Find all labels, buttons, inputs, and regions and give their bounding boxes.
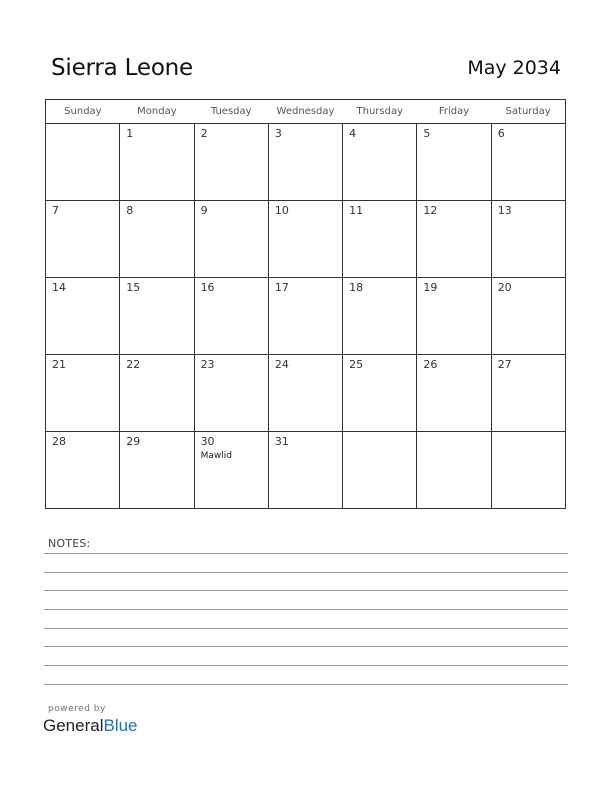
note-line (44, 590, 568, 591)
calendar-day-cell[interactable] (194, 201, 268, 278)
weekday-tuesday: Tuesday (194, 100, 268, 124)
calendar-body (46, 124, 566, 509)
calendar-week-row (46, 201, 566, 278)
month-year-label: May 2034 (467, 57, 561, 79)
calendar-day-cell[interactable] (46, 201, 120, 278)
day-number: 17 (274, 281, 289, 294)
calendar-day-cell[interactable] (343, 124, 417, 201)
calendar-week-row (46, 278, 566, 355)
calendar-day-cell[interactable] (343, 355, 417, 432)
calendar-week-row (46, 432, 566, 509)
weekday-monday: Monday (120, 100, 194, 124)
day-number: 22 (126, 358, 141, 371)
day-number: 4 (349, 127, 357, 140)
calendar-day-cell[interactable] (268, 278, 342, 355)
day-number: 28 (52, 435, 66, 448)
weekday-wednesday: Wednesday (268, 100, 342, 124)
note-line (44, 572, 568, 573)
calendar-day-cell[interactable] (120, 124, 194, 201)
weekday-friday: Friday (417, 100, 491, 124)
calendar-day-cell[interactable] (417, 432, 491, 509)
calendar-day-cell[interactable] (194, 124, 268, 201)
calendar-day-cell[interactable] (120, 355, 194, 432)
day-number: 29 (126, 435, 141, 448)
notes-label: NOTES: (48, 537, 91, 550)
powered-by-text: powered by (48, 704, 106, 714)
day-number: 23 (200, 358, 215, 371)
weekday-sunday: Sunday (46, 100, 120, 124)
note-line (44, 628, 568, 629)
weekday-saturday: Saturday (491, 100, 565, 124)
calendar-day-cell[interactable] (491, 201, 565, 278)
calendar-day-cell[interactable] (120, 201, 194, 278)
day-number: 7 (52, 204, 59, 217)
calendar-day-cell[interactable] (46, 124, 120, 201)
note-line (44, 684, 568, 685)
calendar-day-cell[interactable] (417, 278, 491, 355)
day-number: 27 (497, 358, 512, 371)
calendar-day-cell[interactable] (46, 355, 120, 432)
calendar-day-cell[interactable] (343, 278, 417, 355)
weekday-thursday: Thursday (343, 100, 417, 124)
calendar-day-cell[interactable] (46, 432, 120, 509)
note-line (44, 609, 568, 610)
day-number: 24 (274, 358, 289, 371)
day-number: 26 (423, 358, 438, 371)
calendar-day-cell[interactable] (417, 201, 491, 278)
calendar-day-cell[interactable] (343, 201, 417, 278)
calendar-day-cell[interactable] (120, 432, 194, 509)
day-number: 31 (274, 435, 289, 448)
calendar-day-cell[interactable] (491, 124, 565, 201)
calendar-day-cell[interactable] (268, 124, 342, 201)
calendar-grid (45, 99, 566, 509)
calendar-day-cell[interactable] (194, 432, 268, 509)
weekday-header-row (46, 100, 566, 124)
day-number: 12 (423, 204, 438, 217)
note-line (44, 646, 568, 647)
brand-general: General (43, 716, 104, 735)
calendar-day-cell[interactable] (268, 355, 342, 432)
calendar-day-cell[interactable] (491, 278, 565, 355)
day-number: 5 (423, 127, 431, 140)
calendar-day-cell[interactable] (268, 432, 342, 509)
calendar-day-cell[interactable] (120, 278, 194, 355)
day-number: 13 (497, 204, 512, 217)
holiday-label: Mawlid (200, 451, 232, 462)
day-number: 30 (200, 435, 215, 448)
day-number: 8 (126, 204, 134, 217)
day-number: 19 (423, 281, 438, 294)
page-title: Sierra Leone (51, 55, 194, 81)
calendar-day-cell[interactable] (194, 355, 268, 432)
day-number: 6 (497, 127, 505, 140)
calendar-week-row (46, 355, 566, 432)
day-number: 25 (349, 358, 364, 371)
calendar-day-cell[interactable] (417, 124, 491, 201)
brand-blue: Blue (103, 716, 138, 735)
generalblue-logo[interactable] (43, 716, 138, 736)
day-number: 10 (274, 204, 289, 217)
calendar-day-cell[interactable] (46, 278, 120, 355)
calendar-day-cell[interactable] (343, 432, 417, 509)
calendar-week-row (46, 124, 566, 201)
calendar-day-cell[interactable] (491, 355, 565, 432)
day-number: 21 (52, 358, 66, 371)
calendar-day-cell[interactable] (417, 355, 491, 432)
day-number: 2 (200, 127, 208, 140)
day-number: 15 (126, 281, 141, 294)
day-number: 16 (200, 281, 215, 294)
note-line (44, 553, 568, 554)
day-number: 9 (200, 204, 208, 217)
day-number: 3 (274, 127, 282, 140)
calendar-day-cell[interactable] (491, 432, 565, 509)
day-number: 20 (497, 281, 512, 294)
note-line (44, 665, 568, 666)
day-number: 14 (52, 281, 66, 294)
day-number: 1 (126, 127, 134, 140)
calendar-day-cell[interactable] (268, 201, 342, 278)
day-number: 18 (349, 281, 364, 294)
day-number: 11 (349, 204, 364, 217)
calendar-day-cell[interactable] (194, 278, 268, 355)
